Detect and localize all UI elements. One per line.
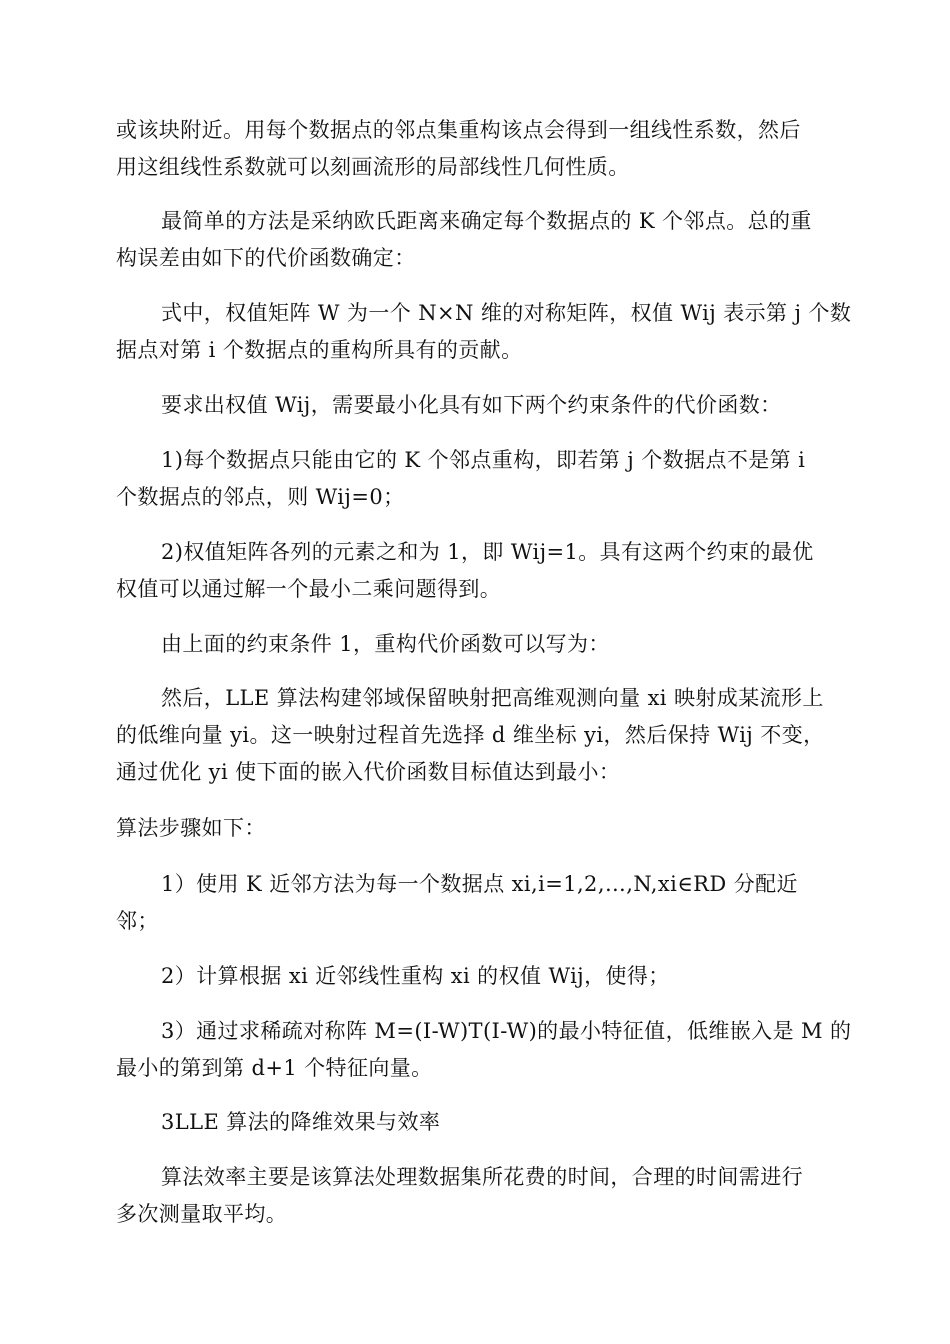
text-line: 式中，权值矩阵 W 为一个 N×N 维的对称矩阵，权值 Wij 表示第 j 个数	[161, 301, 852, 325]
paragraph-weight-matrix	[116, 295, 852, 369]
text-line: 要求出权值 Wij，需要最小化具有如下两个约束条件的代价函数：	[161, 393, 782, 417]
paragraph-step-1	[116, 866, 838, 940]
text-line: 算法效率主要是该算法处理数据集所花费的时间，合理的时间需进行	[161, 1165, 803, 1189]
text-line: 最简单的方法是采纳欧氏距离来确定每个数据点的 K 个邻点。总的重	[161, 209, 812, 233]
paragraph-step-3	[116, 1013, 852, 1087]
text-line: 最小的第到第 d+1 个特征向量。	[116, 1056, 433, 1080]
text-line: 由上面的约束条件 1，重构代价函数可以写为：	[161, 632, 610, 656]
text-line: 的低维向量 yi。这一映射过程首先选择 d 维坐标 yi，然后保持 Wij 不变，	[116, 723, 825, 747]
text-line: 或该块附近。用每个数据点的邻点集重构该点会得到一组线性系数，然后	[116, 118, 801, 142]
text-line: 3LLE 算法的降维效果与效率	[161, 1110, 441, 1134]
paragraph-method	[116, 203, 838, 277]
text-line: 个数据点的邻点，则 Wij=0；	[116, 485, 405, 509]
text-line: 2)权值矩阵各列的元素之和为 1，即 Wij=1。具有这两个约束的最优	[161, 540, 814, 564]
paragraph-steps-heading	[116, 810, 838, 847]
text-line: 然后，LLE 算法构建邻域保留映射把高维观测向量 xi 映射成某流形上	[161, 686, 824, 710]
paragraph-constraints-intro	[116, 387, 838, 424]
text-line: 据点对第 i 个数据点的重构所具有的贡献。	[116, 338, 523, 362]
paragraph-constraint-1	[116, 442, 838, 516]
text-line: 权值可以通过解一个最小二乘问题得到。	[116, 577, 502, 601]
text-line: 构误差由如下的代价函数确定：	[116, 246, 416, 270]
paragraph-embedding	[116, 680, 838, 791]
text-line: 算法步骤如下：	[116, 816, 266, 840]
paragraph-step-2	[116, 958, 838, 995]
text-line: 1)每个数据点只能由它的 K 个邻点重构，即若第 j 个数据点不是第 i	[161, 448, 806, 472]
text-line: 用这组线性系数就可以刻画流形的局部线性几何性质。	[116, 155, 630, 179]
text-line: 邻；	[116, 909, 159, 933]
paragraph-efficiency	[116, 1159, 838, 1233]
text-line: 2）计算根据 xi 近邻线性重构 xi 的权值 Wij，使得；	[161, 964, 670, 988]
paragraph-constraint-2	[116, 534, 838, 608]
text-line: 多次测量取平均。	[116, 1202, 288, 1226]
text-line: 1）使用 K 近邻方法为每一个数据点 xi,i=1,2,…,N,xi∈RD 分配近	[161, 872, 798, 896]
text-line: 3）通过求稀疏对称阵 M=(I-W)T(I-W)的最小特征值，低维嵌入是 M 的	[161, 1019, 852, 1043]
paragraph-cost-function	[116, 626, 838, 663]
text-line: 通过优化 yi 使下面的嵌入代价函数目标值达到最小：	[116, 760, 621, 784]
section-heading-3	[116, 1104, 838, 1141]
paragraph-continuation	[116, 112, 838, 186]
